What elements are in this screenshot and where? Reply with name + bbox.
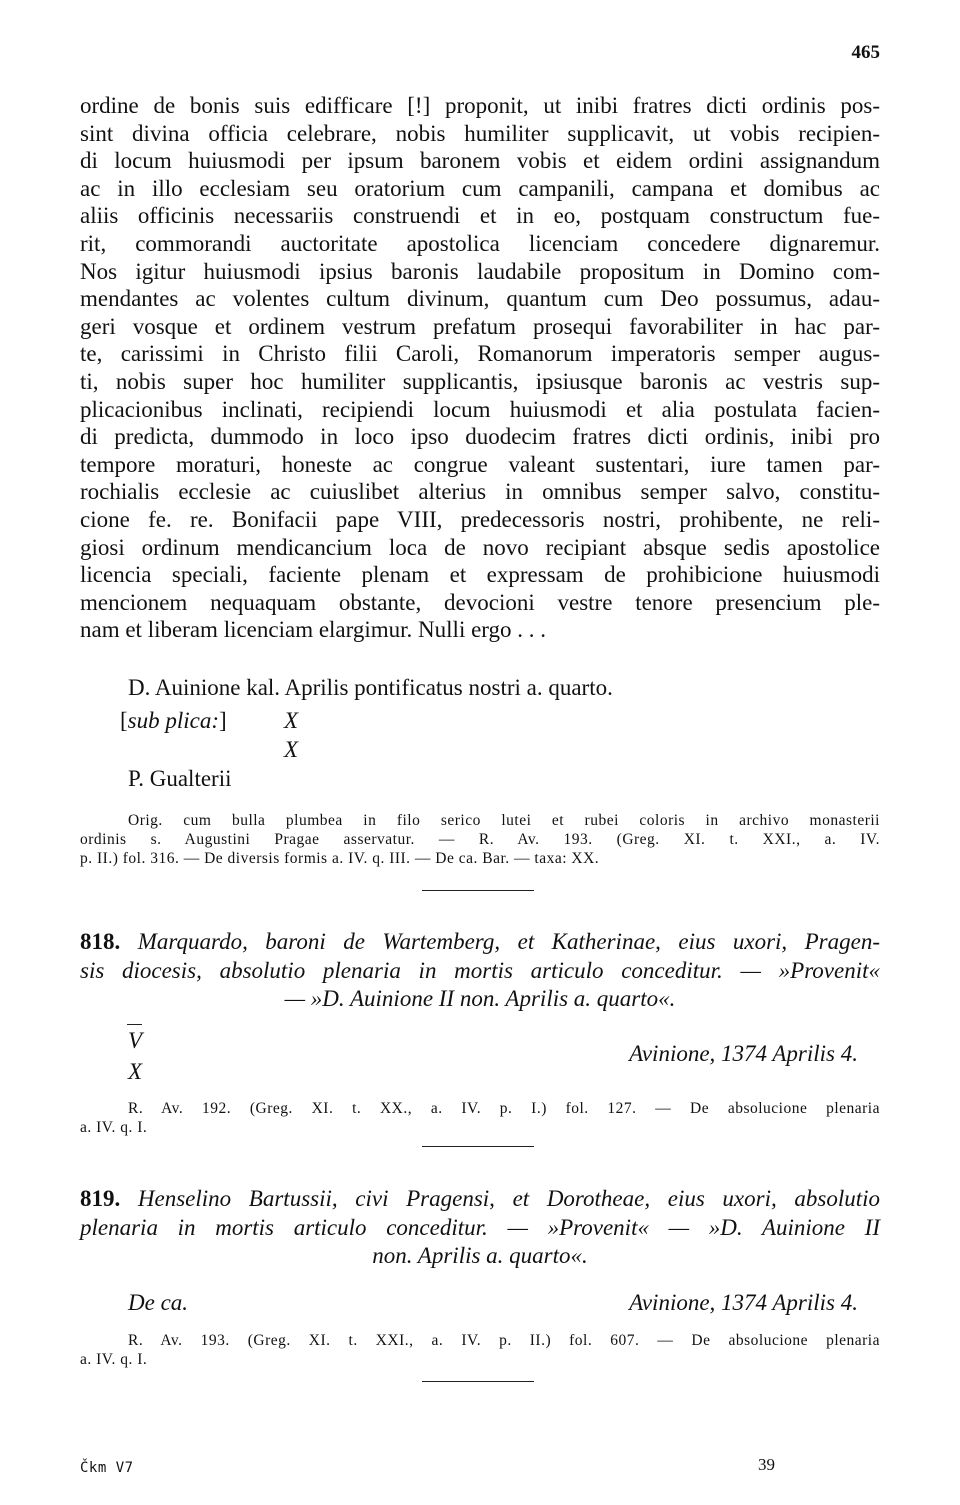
heading-text: non. Aprilis a. quarto«.	[372, 1243, 588, 1268]
signature-mark: Čkm V7	[80, 1460, 134, 1476]
body-line: mendantes ac volentes cultum divinum, quantum cum Deo possumus, adau-	[80, 286, 880, 312]
entry-819-heading	[80, 1185, 880, 1271]
section-divider	[422, 1381, 534, 1383]
page-number: 465	[851, 42, 880, 63]
heading-text: — »D. Auinione II non. Aprilis a. quarto«.	[284, 986, 676, 1011]
body-line: rochialis ecclesie ac cuiuslibet alterius in omnibus semper salvo, constitu-	[80, 479, 880, 505]
note-line: a. IV. q. I.	[80, 1119, 148, 1136]
heading-text: Marquardo, baroni de Wartemberg, et Katherinae, eius uxori, Pragen-	[137, 929, 881, 954]
body-line: ac in illo ecclesiam seu oratorium cum campanili, campana et domibus ac	[80, 175, 880, 201]
sub-plica-label: [sub plica:]	[120, 708, 227, 733]
chancery-mark: X	[284, 737, 299, 762]
source-note-817	[80, 811, 880, 868]
sub-plica-text: sub plica:	[127, 708, 220, 733]
sheet-number: 39	[758, 1455, 775, 1474]
scribe-signature: P. Gualterii	[128, 766, 232, 791]
section-divider	[422, 890, 534, 892]
body-line: aliis officinis necessariis construendi et in eo, postquam constructum fue-	[80, 203, 880, 229]
note-line: Orig. cum bulla plumbea in filo serico lutei et rubei coloris in archivo monasterii	[128, 812, 880, 829]
heading-line	[80, 928, 880, 957]
chancery-note: De ca.	[128, 1290, 189, 1315]
body-line: mencionem nequaquam obstante, devocioni vestre tenore presencium ple-	[80, 589, 880, 615]
body-line: giosi ordinum mendicancium loca de novo recipiant absque sedis apostolice	[80, 534, 880, 560]
body-line: cione fe. re. Bonifacii pape VIII, predecessoris nostri, prohibente, ne reli-	[80, 506, 880, 532]
body-line: licencia speciali, faciente plenam et expressam de prohibicione huiusmodi	[80, 562, 880, 588]
body-line: geri vosque et ordinem vestrum prefatum prosequi favorabiliter in hac par-	[80, 313, 880, 339]
section-divider	[422, 1146, 534, 1148]
heading-text: Henselino Bartussii, civi Pragensi, et Dorotheae, eius uxori, absolutio	[137, 1186, 880, 1211]
place-date: Avinione, 1374 Aprilis 4.	[629, 1290, 858, 1315]
heading-line	[80, 985, 880, 1014]
chancery-mark-x: X	[128, 1059, 143, 1084]
body-line: Nos igitur huiusmodi ipsius baronis laudabile propositum in Domino com-	[80, 258, 880, 284]
source-note-819	[80, 1331, 880, 1369]
heading-text: plenaria in mortis articulo conceditur. — »Provenit« — »D. Auinione II	[80, 1214, 880, 1240]
body-line: tempore moraturi, honeste ac congrue valeant sustentari, iure tamen par-	[80, 451, 880, 477]
heading-line	[80, 1185, 880, 1214]
heading-line	[80, 957, 880, 986]
note-line: R. Av. 193. (Greg. XI. t. XXI., a. IV. p. II.) fol. 607. — De absolucione plenaria	[128, 1332, 880, 1349]
heading-text: sis diocesis, absolutio plenaria in mortis articulo conceditur. — »Provenit«	[80, 957, 880, 983]
heading-line	[80, 1214, 880, 1243]
body-line: ordine de bonis suis edifficare [!] proponit, ut inibi fratres dicti ordinis pos-	[80, 93, 880, 118]
note-line: p. II.) fol. 316. — De diversis formis a. IV. q. III. — De ca. Bar. — taxa: XX.	[80, 850, 600, 867]
body-line: plicacionibus inclinati, recipiendi locum huiusmodi et alia postulata facien-	[80, 396, 880, 422]
body-text	[80, 92, 880, 644]
note-line: ordinis s. Augustini Pragae asservatur. — R. Av. 193. (Greg. XI. t. XXI., a. IV.	[80, 831, 880, 848]
body-line: ti, nobis super hoc humiliter supplicantis, ipsiusque baronis ac vestris sup-	[80, 368, 880, 394]
place-date: Avinione, 1374 Aprilis 4.	[629, 1041, 858, 1066]
chancery-mark-v: V	[128, 1028, 143, 1053]
note-line: a. IV. q. I.	[80, 1351, 148, 1368]
overline-mark	[127, 1024, 142, 1025]
source-note-818	[80, 1099, 880, 1137]
chancery-mark: X	[284, 708, 299, 733]
body-line: di locum huiusmodi per ipsum baronem vobis et eidem ordini assignandum	[80, 148, 880, 174]
entry-number: 818.	[80, 929, 121, 954]
body-line: te, carissimi in Christo filii Caroli, Romanorum imperatoris semper augus-	[80, 341, 880, 367]
note-line: R. Av. 192. (Greg. XI. t. XX., a. IV. p. I.) fol. 127. — De absolucione plenaria	[128, 1100, 880, 1117]
entry-number: 819.	[80, 1186, 121, 1211]
body-line: nam et liberam licenciam elargimur. Nulli ergo . . .	[80, 617, 547, 643]
entry-818-heading	[80, 928, 880, 1014]
body-line: di predicta, dummodo in loco ipso duodecim fratres dicti ordinis, inibi pro	[80, 424, 880, 450]
dating-clause: D. Auinione kal. Aprilis pontificatus nostri a. quarto.	[128, 675, 613, 700]
heading-line	[80, 1242, 880, 1271]
body-line: sint divina officia celebrare, nobis humiliter supplicavit, ut vobis recipien-	[80, 120, 880, 146]
body-line: rit, commorandi auctoritate apostolica licenciam concedere dignaremur.	[80, 230, 880, 256]
